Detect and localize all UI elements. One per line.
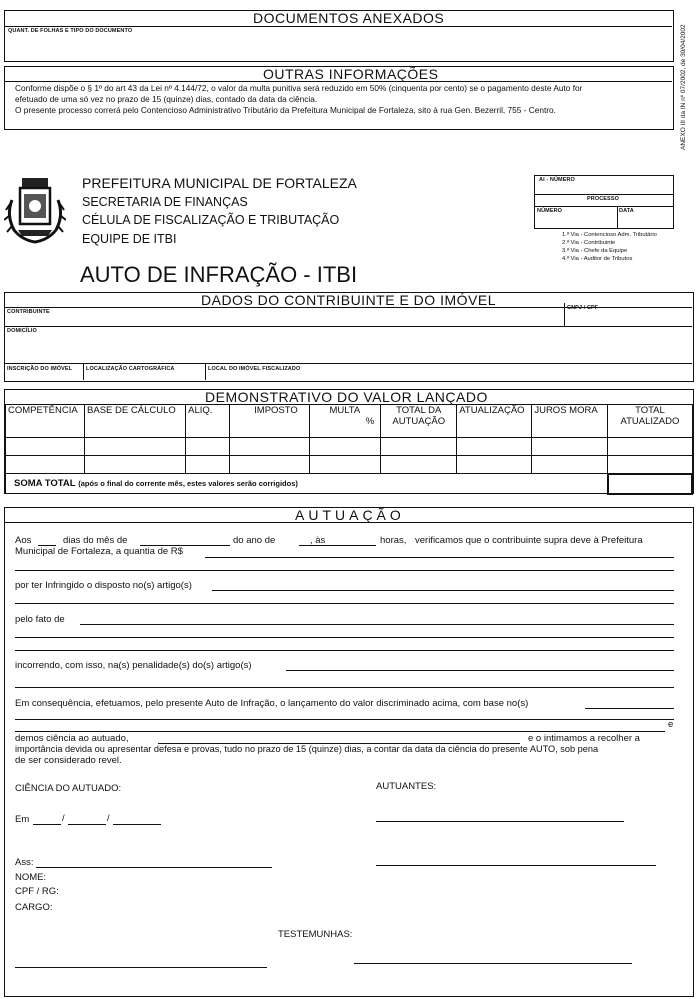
col-total-label: TOTAL DA (396, 405, 442, 416)
signature-field[interactable] (36, 867, 272, 868)
taxpayer-title: DADOS DO CONTRIBUINTE E DO IMÓVEL (201, 292, 496, 308)
witness-2-line[interactable] (354, 963, 632, 964)
table-row (6, 438, 693, 456)
process-label: PROCESSO (587, 196, 619, 202)
hour-field[interactable] (332, 545, 376, 546)
divider (5, 81, 672, 82)
org-line1: PREFEITURA MUNICIPAL DE FORTALEZA (82, 175, 357, 191)
col-juros: JUROS MORA (532, 405, 608, 438)
autuacao-title: AUTUAÇÃO (295, 507, 405, 523)
other-info-line2: efetuado de uma só vez no prazo de 15 (quinze) dias, contado da data da ciência. (15, 94, 318, 104)
fact-field[interactable] (80, 624, 674, 625)
coat-of-arms-icon (4, 170, 66, 246)
main-title: AUTO DE INFRAÇÃO - ITBI (80, 262, 358, 287)
em-label: Em (15, 814, 30, 825)
importancia-text: importância devida ou apresentar defesa e provas, tudo no prazo de 15 (quinze) dias, a contar da data da ciência do presente AUTO, sob pena (15, 744, 599, 754)
org-line2: SECRETARIA DE FINANÇAS (82, 195, 248, 209)
sum-note: (após o final do corrente mês, estes valores serão corrigidos) (78, 479, 298, 488)
as-label: , às (310, 535, 326, 546)
other-info-title: OUTRAS INFORMAÇÕES (263, 66, 439, 82)
copy-4: 4.ª Via - Auditor de Tributos (562, 256, 633, 262)
domicile-label: DOMICÍLIO (7, 328, 37, 334)
other-info-line3: O presente processo correrá pelo Contencioso Administrativo Tributário da Prefeitura Municipal de Fortaleza, sito à rua Gen. Bezerril, 755 - Centro. (15, 105, 556, 115)
line (15, 603, 674, 604)
infringido-text: por ter Infringido o disposto no(s) artigo(s) (15, 580, 192, 591)
testemunhas-label: TESTEMUNHAS: (278, 929, 353, 940)
ciencia-label: CIÊNCIA DO AUTUADO: (15, 783, 122, 794)
date-label: DATA (619, 208, 634, 214)
registration-label: INSCRIÇÃO DO IMÓVEL (7, 366, 73, 372)
col-multa-label: MULTA (329, 405, 361, 416)
articles-field[interactable] (212, 590, 674, 591)
taxpayer-box (4, 292, 694, 382)
autuante-1-line[interactable] (376, 821, 624, 822)
ai-number-label: AI - NÚMERO (539, 177, 575, 183)
col-total-label2: AUTUAÇÃO (392, 416, 446, 427)
basis-field[interactable] (585, 708, 674, 709)
demos-text: demos ciência ao autuado, (15, 733, 129, 744)
ai-number-box (534, 175, 674, 229)
line (15, 687, 674, 688)
divider (5, 326, 692, 327)
table-row (6, 456, 693, 474)
ano-label: do ano de (233, 535, 276, 546)
slash: / (107, 813, 110, 824)
other-info-line1: Conforme dispõe o § 1º do art 43 da Lei nº 4.144/72, o valor da multa punitiva será reduzido em 50% (cinquenta por cento) se o pagamento deste Auto for (15, 83, 583, 93)
consequencia-text: Em consequência, efetuamos, pelo presente Auto de Infração, o lançamento do valor discriminado acima, com base no(s) (15, 698, 529, 709)
col-total2-label: TOTAL (635, 405, 665, 416)
col-atualizacao: ATUALIZAÇÃO (457, 405, 532, 438)
date-year-field[interactable] (113, 824, 161, 825)
org-line3: CÉLULA DE FISCALIZAÇÃO E TRIBUTAÇÃO (82, 213, 340, 227)
location-label: LOCALIZAÇÃO CARTOGRÁFICA (86, 366, 175, 372)
attachments-subtitle: QUANT. DE FOLHAS E TIPO DO DOCUMENTO (8, 28, 133, 34)
pelo-fato-text: pelo fato de (15, 614, 65, 625)
col-base: BASE DE CÁLCULO (85, 405, 186, 438)
slash: / (62, 813, 65, 824)
col-competencia: COMPETÊNCIA (6, 405, 85, 438)
statement-title: DEMONSTRATIVO DO VALOR LANÇADO (205, 389, 488, 405)
side-annex-text: ANEXO III da IN nº 07/2002, de 30/04/2002 (680, 24, 687, 150)
penalty-field[interactable] (286, 670, 674, 671)
municipal-text: Municipal de Fortaleza, a quantia de R$ (15, 546, 183, 557)
nome-label: NOME: (15, 872, 47, 883)
attachments-title: DOCUMENTOS ANEXADOS (253, 10, 445, 26)
copy-3: 3.ª Via - Chefe da Equipe (562, 248, 628, 254)
aos-label: Aos (15, 535, 32, 546)
col-imposto (230, 405, 310, 438)
divider (535, 194, 673, 195)
divider (617, 206, 618, 228)
statement-table (5, 404, 693, 495)
contributor-label: CONTRIBUINTE (7, 309, 50, 315)
divider (5, 26, 672, 27)
ass-label: Ass: (15, 857, 34, 868)
col-multa (310, 405, 381, 438)
other-info-box (4, 66, 674, 130)
intimamos-text: e o intimamos a recolher a (528, 733, 640, 744)
line (15, 650, 674, 651)
witness-1-line[interactable] (15, 967, 267, 968)
line (15, 637, 674, 638)
cpf-label: CPF / RG: (15, 886, 59, 897)
sum-row (6, 474, 693, 494)
divider (535, 206, 673, 207)
col-total-atualizado (608, 405, 692, 438)
revel-text: de ser considerado revel. (15, 755, 122, 766)
copy-2: 2.ª Via - Contribuinte (562, 240, 616, 246)
divider (5, 363, 692, 364)
amount-field[interactable] (205, 557, 674, 558)
divider (205, 363, 206, 380)
horas-label: horas, (380, 535, 407, 546)
sum-label: SOMA TOTAL (14, 478, 76, 489)
line (15, 570, 674, 571)
dias-label: dias do mês de (63, 535, 128, 546)
e-label: e (668, 719, 674, 730)
cnpj-label: CNPJ / CPF (567, 305, 599, 311)
line (15, 731, 665, 732)
verificamos-text: verificamos que o contribuinte supra deve à Prefeitura (415, 535, 643, 546)
date-day-field[interactable] (33, 824, 61, 825)
col-aliq: ALIQ. (186, 405, 230, 438)
number-label: NÚMERO (537, 208, 563, 214)
col-multa-unit: % (365, 416, 375, 427)
incorrendo-text: incorrendo, com isso, na(s) penalidade(s) do(s) artigo(s) (15, 660, 252, 671)
line (15, 719, 674, 720)
property-place-label: LOCAL DO IMÓVEL FISCALIZADO (208, 366, 301, 372)
autuantes-label: AUTUANTES: (376, 781, 437, 792)
org-line4: EQUIPE DE ITBI (82, 232, 177, 246)
col-total2-label2: ATUALIZADO (620, 416, 680, 427)
col-total-autuacao (381, 405, 457, 438)
date-month-field[interactable] (68, 824, 106, 825)
divider (564, 303, 565, 326)
autuante-2-line[interactable] (376, 865, 656, 866)
attachments-box (4, 10, 674, 62)
col-imposto-label: IMPOSTO (254, 405, 298, 416)
copy-1: 1.ª Via - Contencioso Adm. Tributário (562, 232, 657, 238)
divider (5, 522, 692, 523)
cargo-label: CARGO: (15, 902, 53, 913)
divider (83, 363, 84, 380)
